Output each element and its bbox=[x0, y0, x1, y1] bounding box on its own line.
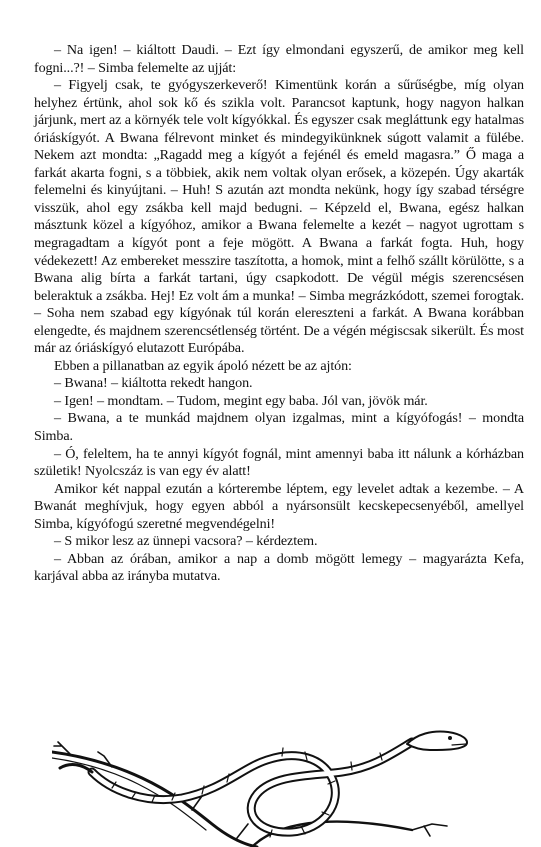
snake-head bbox=[407, 732, 467, 751]
snake-body bbox=[92, 742, 412, 832]
paragraph: – Na igen! – kiáltott Daudi. – Ezt így elmondani egyszerű, de amikor meg kell fogni...?! – Simba felemelte az ujját: bbox=[34, 42, 524, 76]
twig bbox=[237, 824, 248, 838]
paragraph: – Ó, feleltem, ha te annyi kígyót fognál, mint amennyi baba itt nálunk a kórházban születik! Nyolcszáz is van egy év alatt! bbox=[34, 445, 524, 480]
snake-on-branch-illustration bbox=[52, 712, 512, 847]
paragraph: – S mikor lesz az ünnepi vacsora? – kérdeztem. bbox=[54, 533, 318, 550]
paragraph: – Abban az órában, amikor a nap a domb mögött lemegy – magyarázta Kefa, karjával abba az irányba mutatva. bbox=[34, 550, 524, 585]
paragraph: – Igen! – mondtam. – Tudom, megint egy baba. Jól van, jövök már. bbox=[54, 392, 428, 409]
paragraph: Amikor két nappal ezután a kórterembe léptem, egy levelet adtak a kezembe. – A Bwanát meghívjuk, hogy egyen abból a nyársonsült kecskepecsenyéből, amellyel Simba, kígyófogú szeretné megvendégelni! bbox=[34, 480, 524, 532]
body-text bbox=[34, 42, 524, 586]
twig bbox=[412, 824, 447, 836]
snake-eye bbox=[448, 736, 452, 740]
paragraph: – Figyelj csak, te gyógyszerkeverő! Kimentünk korán a sűrűségbe, míg olyan helyhez értünk, ahol sok kő és szikla volt. Parancsot kaptunk, hogy nagyon halkan járjunk, mert az a környék tele volt kígyókkal. És egyszer csak megláttunk egy hatalmas óriáskígyót. A Bwana félrevont minket és mindegyikünknek súgott valamit a fülébe. Nekem azt mondta: „Ragadd meg a kígyót a fejénél és emeld magasra.” Ő maga a farkát akarta fogni, s a többiek, akik nem voltak olyan erősek, a közepén. Úgy akarták felemelni és kinyújtani. – Huh! S azután azt mondta nekünk, hogy így szabad térségre visszük, ahol egy zsákba kell majd bedugni. – Képzeld el, Bwana, egész halkan másztunk közel a kígyóhoz, amikor a Bwana felemelte a kezét – nagyot ugrottam s megragadtam a kígyót pont a feje mögött. A Bwana a farkát fogta. Huh, hogy védekezett! Az embereket messzire taszította, a homok, mint a felhő szállt körülötte, s a Bwana alig bírta a farkát tartani, úgy csapkodott. De végül mégis szerencsésen beleraktuk a zsákba. Hej! Ez volt ám a munka! – Simba megrázkódott, szemei forogtak. – Soha nem szabad egy kígyónak túl korán elereszteni a farkát. A Bwana korábban elengedte, és majdnem szerencsétlenség történt. De a végén mégiscsak sikerült. És most már az óriáskígyó elutazott Európába. bbox=[34, 77, 524, 357]
paragraph: Ebben a pillanatban az egyik ápoló nézett be az ajtón: bbox=[54, 357, 352, 374]
paragraph: – Bwana, a te munkád majdnem olyan izgalmas, mint a kígyófogás! – mondta Simba. bbox=[34, 410, 524, 445]
paragraph: – Bwana! – kiáltotta rekedt hangon. bbox=[54, 375, 253, 392]
